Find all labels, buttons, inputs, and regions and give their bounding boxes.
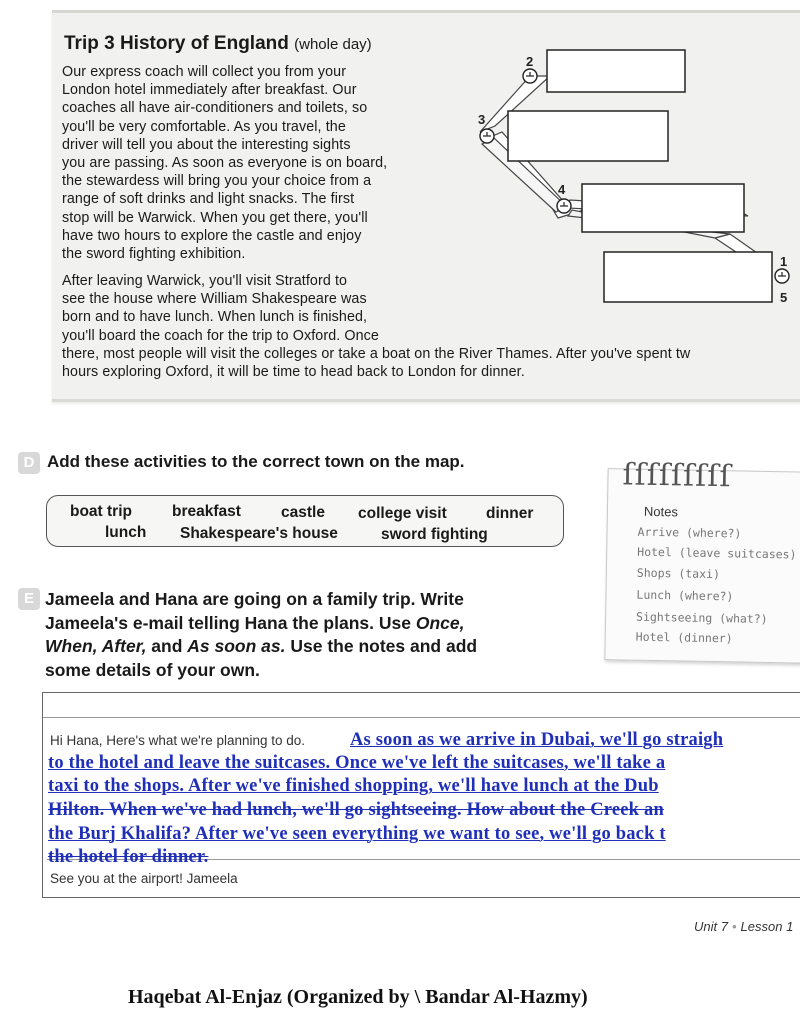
section-d-badge: D [18,452,40,474]
notes-title: Notes [643,503,679,520]
instruction-line: Jameela and Hana are going on a family trip. Write [45,589,464,609]
notes-item: Hotel (dinner) [635,629,733,646]
text-line: hours exploring Oxford, it will be time to head back to London for dinner. [62,364,525,381]
text-line: Our express coach will collect you from your [62,64,347,80]
text-line: you are passing. As soon as everyone is on board, [62,155,388,172]
handwritten-line: to the hotel and leave the suitcases. Once we've left the suitcases, we'll take a [48,753,666,773]
trip-title-text: Trip 3 History of England [64,33,289,54]
notes-item: Sightseeing (what?) [635,609,768,626]
text-line: you'll be very comfortable. As you travel, the [62,118,346,135]
word-bank-item: sword fighting [381,526,488,543]
email-signoff: See you at the airport! Jameela [50,871,238,886]
spiral-binding: ſſſſſſſſſ [622,457,732,495]
instruction-line: Jameela's e-mail telling Hana the plans. Use Once, [45,612,465,633]
text-line: After leaving Warwick, you'll visit Stratford to [62,273,348,289]
notes-item: Shops (taxi) [636,565,721,582]
credit-line: Haqebat Al-Enjaz (Organized by \ Bandar Al-Hazmy) [128,986,588,1008]
word-bank-item: breakfast [172,503,241,520]
text-line: London hotel immediately after breakfast. Our [62,82,357,99]
notes-item: Arrive (where?) [637,524,742,541]
text-line: coaches all have air-conditioners and toilets, so [62,100,368,117]
town-box-2[interactable] [547,50,685,92]
map-label-3: 3 [478,112,486,127]
text-line: born and to have lunch. When lunch is finished, [62,309,368,326]
divider [43,717,800,718]
text-line: there, most people will visit the colleges or take a boat on the River Thames. After you've spent tw [62,345,691,362]
map-label-4: 4 [558,182,566,197]
handwritten-line: As soon as we arrive in Dubai, we'll go straigh [350,730,724,750]
text-line: have two hours to explore the castle and enjoy [62,227,362,244]
text-line: driver will tell you about the interesting sights [62,136,351,153]
notes-card [604,457,800,664]
instruction-line: When, After, and As soon as. Use the notes and add [45,636,478,656]
word-bank-item: lunch [105,524,147,541]
map-label-1: 1 [780,254,788,269]
text-line: range of soft drinks and light snacks. The first [62,191,355,208]
notes-item: Hotel (leave suitcases) [637,544,797,562]
word-bank-item: castle [281,504,325,521]
town-box-4[interactable] [582,184,744,232]
map-label-5: 5 [780,290,788,305]
trip-title [64,33,372,55]
word-bank-item: college visit [358,505,447,522]
section-d-instruction: Add these activities to the correct town on the map. [47,452,465,471]
word-bank-item: boat trip [70,503,132,520]
text-line: stop will be Warwick. When you get there, you'll [62,209,368,226]
map-label-2: 2 [526,54,534,69]
text-line: the stewardess will bring you your choice from a [62,173,372,190]
handwritten-line: the Burj Khalifa? After we've seen everything we want to see, we'll go back t [48,824,666,844]
trip-paragraph-1 [62,63,387,263]
notes-item: Lunch (where?) [636,587,734,604]
text-line: you'll board the coach for the trip to Oxford. Once [62,327,379,344]
text-line: the sword fighting exhibition. [62,246,246,263]
text-line: see the house where William Shakespeare was [62,291,367,308]
word-bank-item: Shakespeare's house [180,525,338,542]
handwritten-line: taxi to the shops. After we've finished shopping, we'll have lunch at the Dub [48,776,659,796]
section-e-badge: E [18,588,40,610]
route-map [460,38,800,318]
handwritten-line: the hotel for dinner. [48,847,209,867]
instruction-line: some details of your own. [45,659,260,680]
trip-subtitle: (whole day) [294,36,372,53]
unit-lesson-label: Unit 7 • Lesson 1 [694,919,794,934]
town-box-3[interactable] [508,111,668,161]
town-box-1[interactable] [604,252,772,302]
email-greeting: Hi Hana, Here's what we're planning to do. [50,733,306,748]
section-e-instruction [45,588,477,682]
handwritten-line: Hilton. When we've had lunch, we'll go sightseeing. How about the Creek an [48,800,664,820]
word-bank-item: dinner [486,505,534,522]
